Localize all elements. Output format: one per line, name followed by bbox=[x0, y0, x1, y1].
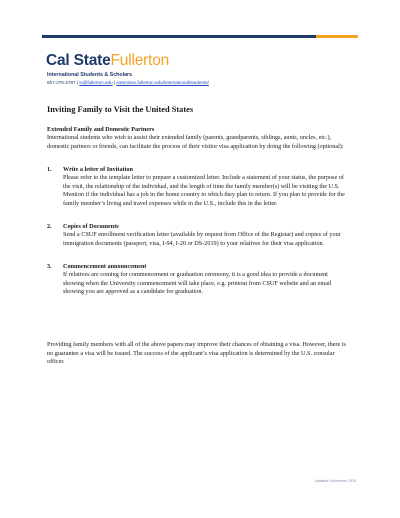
list-item-number: 1. bbox=[47, 166, 52, 173]
intro-paragraph: International students who wish to assist their extended family (parents, grandparents, siblings, aunts, uncles, etc.), domestic partners or friends, can facilitate the process of their visitor visa application by doing the following (optional): bbox=[47, 134, 344, 150]
phone-number: 657-278-2787 bbox=[47, 80, 76, 85]
email-link[interactable]: is@fullerton.edu bbox=[79, 80, 113, 85]
header-rule bbox=[42, 35, 358, 38]
separator: | bbox=[113, 80, 116, 85]
list-item-heading: Copies of Documents bbox=[63, 223, 119, 230]
closing-paragraph: Providing family members with all of the above papers may improve their chances of obtaining a visa. However, there is no guarantee a visa will be issued. The success of the applicant’s visa application is determined by the U.S. consular officer. bbox=[47, 341, 346, 366]
separator: | bbox=[76, 80, 79, 85]
list-item-body: If relatives are coming for commencement or graduation ceremony, it is a good idea to provide a document showing when the University commencement will take place, e.g. printout from CSUF website and an email showing you are approved as a candidate for graduation. bbox=[63, 271, 332, 296]
csuf-logo: Cal StateFullerton bbox=[46, 52, 170, 69]
header-rule-accent bbox=[316, 35, 358, 38]
page-title: Inviting Family to Visit the United States bbox=[47, 105, 194, 114]
updated-date: Updated: November 2015 bbox=[314, 479, 356, 483]
website-link[interactable]: extension.fullerton.edu/international/students/ bbox=[116, 80, 209, 85]
section-heading: Extended Family and Domestic Partners bbox=[47, 126, 155, 133]
contact-line bbox=[47, 80, 209, 85]
unit-name: International Students & Scholars bbox=[47, 72, 133, 78]
list-item-heading: Commencement announcement bbox=[63, 263, 147, 270]
list-item-body: Please refer to the template letter to prepare a customized letter. Include a statement of your status, the purpose of the visit, the relationship of the individual, and the length of time the family member(s) will be visiting the U.S. Mention if the individual has a job in the home country to which they plan to return. If you plan to provide for the family member’s living and travel expenses while in the U.S., include this in the letter. bbox=[63, 174, 345, 208]
list-item-body: Send a CSUF enrollment verification letter (available by request from Office of the Registar) and copies of your immigration documents (passport, visa, I-94, I-20 or DS-2019) to your relatives for their visa application. bbox=[63, 231, 341, 247]
list-item-number: 3. bbox=[47, 263, 52, 270]
list-item-heading: Write a letter of Invitation bbox=[63, 166, 133, 173]
list-item-number: 2. bbox=[47, 223, 52, 230]
